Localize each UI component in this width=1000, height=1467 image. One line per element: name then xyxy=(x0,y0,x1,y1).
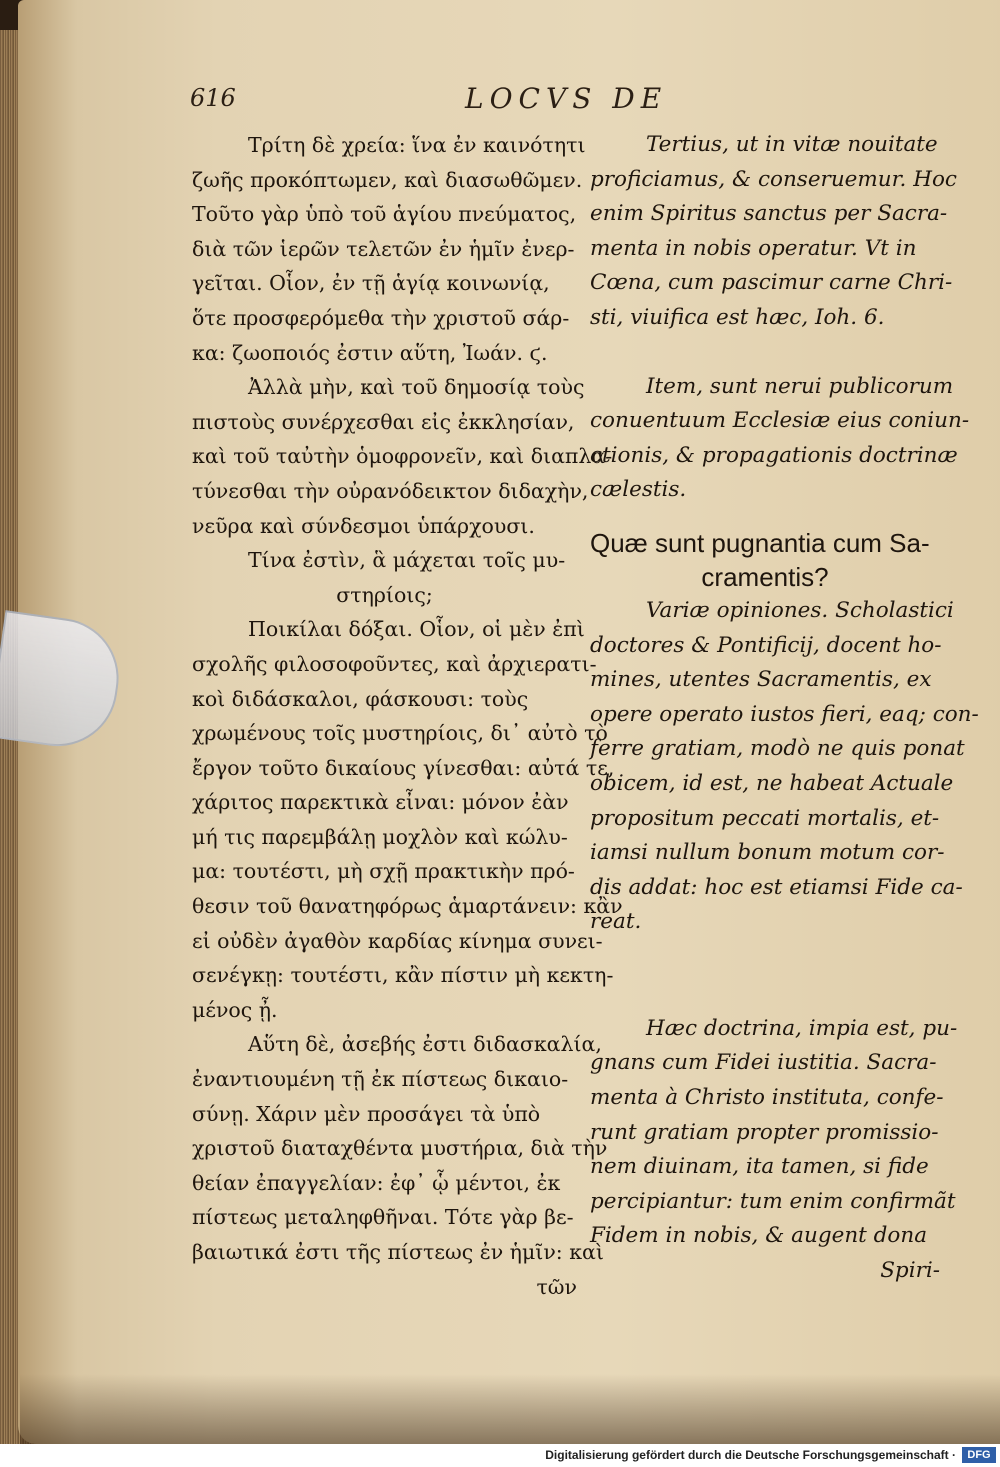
greek-line: μένος ᾖ. xyxy=(192,997,278,1022)
latin-line: Cœna, cum pascimur carne Chri- xyxy=(590,270,953,296)
greek-line: βαιωτικά ἐστι τῆς πίστεως ἐν ἡμῖν: καὶ xyxy=(192,1240,604,1264)
greek-line: χριστοῦ διαταχθέντα μυστήρια, διὰ τὴν xyxy=(192,1136,608,1161)
latin-line: reat. xyxy=(590,909,642,935)
greek-line: Τοῦτο γὰρ ὑπὸ τοῦ ἁγίου πνεύματος, xyxy=(192,202,577,227)
latin-question-heading: cramentis? xyxy=(701,561,829,592)
latin-column xyxy=(590,128,979,1289)
funding-bar xyxy=(0,1444,1000,1467)
latin-line: menta à Christo instituta, confe- xyxy=(590,1085,944,1111)
latin-line: enim Spiritus sanctus per Sacra- xyxy=(590,201,948,227)
running-title: LOCVS DE xyxy=(465,82,668,115)
greek-line: σενέγκῃ: τουτέστι, κἂν πίστιν μὴ κεκτη- xyxy=(192,963,614,988)
latin-line: opere operato iustos fieri, eaq; con- xyxy=(590,701,979,727)
greek-line: Ἀλλὰ μὴν, καὶ τοῦ δημοσίᾳ τοὺς xyxy=(248,375,585,400)
latin-line: conuentuum Ecclesiæ eius coniun- xyxy=(590,408,970,434)
greek-question: Τίνα ἐστὶν, ἃ μάχεται τοῖς μυ- xyxy=(248,548,566,573)
page-shadow xyxy=(20,1374,1000,1444)
greek-line: σύνῃ. Χάριν μὲν προσάγει τὰ ὑπὸ xyxy=(192,1101,541,1126)
greek-line: γεῖται. Οἷον, ἐν τῇ ἁγίᾳ κοινωνίᾳ, xyxy=(192,271,550,296)
latin-line: menta in nobis operatur. Vt in xyxy=(590,235,917,261)
greek-line: κα: ζωοποιός ἐστιν αὕτη, Ἰωάν. ϛ. xyxy=(192,340,548,365)
latin-line: Variæ opiniones. Scholastici xyxy=(646,597,954,623)
latin-line: proficiamus, & conseruemur. Hoc xyxy=(590,166,957,192)
page-header xyxy=(190,82,960,122)
latin-line: ferre gratiam, modò ne quis ponat xyxy=(590,736,965,762)
greek-line: Αὕτη δὲ, ἀσεβής ἐστι διδασκαλία, xyxy=(248,1032,602,1057)
latin-line: Item, sunt nerui publicorum xyxy=(646,373,954,399)
latin-line: percipiantur: tum enim confirmãt xyxy=(590,1188,956,1214)
greek-line: μα: τουτέστι, μὴ σχῇ πρακτικὴν πρό- xyxy=(192,859,575,884)
greek-line: νεῦρα καὶ σύνδεσμοι ὑπάρχουσι. xyxy=(192,513,535,538)
latin-line: Hæc doctrina, impia est, pu- xyxy=(646,1015,958,1041)
greek-line: τύνεσθαι τὴν οὐρανόδεικτον διδαχὴν, xyxy=(192,478,589,503)
greek-line: θείαν ἐπαγγελίαν: ἐφ᾽ ᾧ μέντοι, ἐκ xyxy=(192,1170,561,1195)
latin-line: cælestis. xyxy=(590,477,687,503)
latin-line: mines, utentes Sacramentis, ex xyxy=(590,667,932,693)
greek-line: διὰ τῶν ἱερῶν τελετῶν ἐν ἡμῖν ἐνερ- xyxy=(192,236,575,261)
greek-line: ἐναντιουμένη τῇ ἐκ πίστεως δικαιο- xyxy=(192,1067,569,1092)
greek-line: κοὶ διδάσκαλοι, φάσκουσι: τοὺς xyxy=(192,686,529,711)
greek-line: σχολῆς φιλοσοφοῦντες, καὶ ἀρχιερατι- xyxy=(192,651,597,676)
latin-line: runt gratiam propter promissio- xyxy=(590,1119,939,1145)
catchword: τῶν xyxy=(536,1274,577,1299)
latin-line: obicem, id est, ne habeat Actuale xyxy=(590,770,954,796)
catchword: Spiri- xyxy=(880,1258,940,1284)
greek-line: Τρίτη δὲ χρεία: ἵνα ἐν καινότητι xyxy=(248,133,586,157)
latin-line: propositum peccati mortalis, et- xyxy=(590,805,940,831)
greek-line: ζωῆς προκόπτωμεν, καὶ διασωθῶμεν. xyxy=(192,167,583,192)
latin-line: nem diuinam, ita tamen, si fide xyxy=(590,1154,929,1180)
greek-line: ὅτε προσφερόμεθα τὴν χριστοῦ σάρ- xyxy=(192,305,570,330)
latin-line: gnans cum Fidei iustitia. Sacra- xyxy=(590,1050,937,1076)
greek-line: εἰ οὐδὲν ἀγαθὸν καρδίας κίνημα συνει- xyxy=(192,928,603,953)
latin-line: Tertius, ut in vitæ nouitate xyxy=(646,132,938,157)
latin-line: ctionis, & propagationis doctrinæ xyxy=(590,442,958,468)
funding-credit: Digitalisierung gefördert durch die Deutsche Forschungsgemeinschaft · xyxy=(545,1448,956,1462)
spacer xyxy=(590,940,940,1012)
greek-line: πιστοὺς συνέρχεσθαι εἰς ἐκκλησίαν, xyxy=(192,409,575,434)
greek-line: μή τις παρεμβάλῃ μοχλὸν καὶ κώλυ- xyxy=(192,824,568,849)
latin-line: sti, viuifica est hæc, Ioh. 6. xyxy=(590,304,885,330)
latin-question-heading: Quæ sunt pugnantia cum Sa- xyxy=(590,527,930,558)
greek-question: στηρίοις; xyxy=(336,582,433,607)
spacer xyxy=(590,336,940,370)
greek-line: χρωμένους τοῖς μυστηρίοις, δι᾽ αὐτὸ τὸ xyxy=(192,721,608,746)
greek-line: ἔργον τοῦτο δικαίους γίνεσθαι: αὐτά τε, xyxy=(192,755,615,780)
dfg-logo: DFG xyxy=(962,1447,996,1463)
latin-line: iamsi nullum bonum motum cor- xyxy=(590,840,945,866)
greek-line: Ποικίλαι δόξαι. Οἷον, οἱ μὲν ἐπὶ xyxy=(248,617,585,642)
greek-line: πίστεως μεταληφθῆναι. Τότε γὰρ βε- xyxy=(192,1205,574,1230)
spacer xyxy=(590,508,940,526)
page-number: 616 xyxy=(190,84,236,112)
latin-line: doctores & Pontificij, docent ho- xyxy=(590,632,942,658)
latin-line: dis addat: hoc est etiamsi Fide ca- xyxy=(590,874,963,900)
greek-line: χάριτος παρεκτικὰ εἶναι: μόνον ἐὰν xyxy=(192,790,569,815)
greek-line: καὶ τοῦ ταὐτὴν ὁμοφρονεῖν, καὶ διαπλα- xyxy=(192,444,613,469)
latin-line: Fidem in nobis, & augent dona xyxy=(590,1223,928,1249)
greek-line: θεσιν τοῦ θανατηφόρως ἁμαρτάνειν: κἂν xyxy=(192,894,623,919)
